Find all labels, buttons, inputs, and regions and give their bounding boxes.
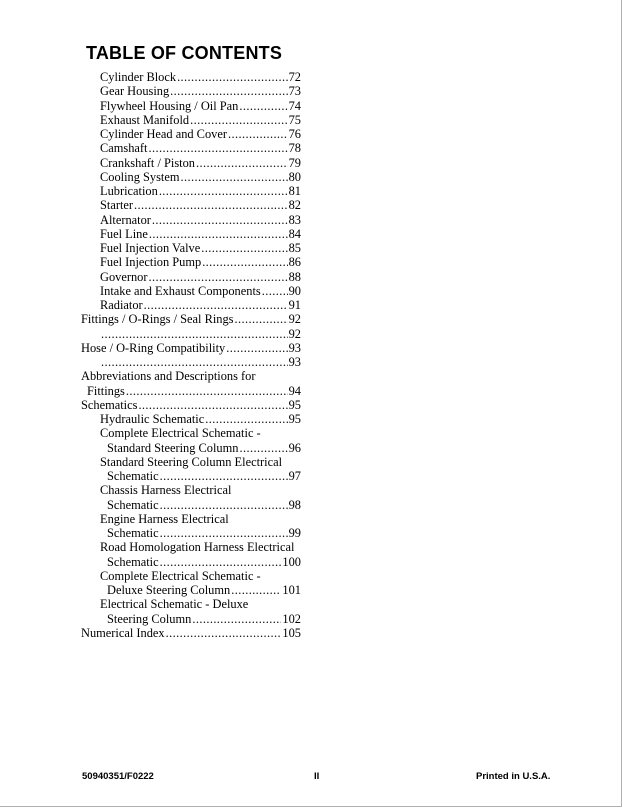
dot-leader — [239, 99, 287, 113]
toc-entry-label: Exhaust Manifold — [100, 112, 190, 127]
dot-leader — [152, 213, 288, 227]
toc-entry-label: Crankshaft / Piston — [100, 155, 195, 170]
toc-entry — [107, 441, 301, 455]
toc-entry-page-number: 79 — [288, 155, 301, 170]
toc-entry-page-number: 97 — [288, 469, 301, 483]
toc-entry-label: Road Homologation Harness Electrical — [100, 540, 295, 555]
toc-entry — [100, 597, 248, 611]
toc-entry-label: Fittings / O-Rings / Seal Rings — [81, 312, 234, 327]
page-title: TABLE OF CONTENTS — [86, 43, 283, 63]
toc-entry-page-number: 86 — [288, 255, 301, 270]
footer-page-number: II — [314, 771, 320, 782]
toc-entry-page-number: 105 — [282, 625, 301, 640]
toc-entry-label: Schematic — [107, 469, 159, 483]
dot-leader — [170, 84, 287, 98]
dot-leader — [134, 198, 288, 212]
toc-entry — [100, 198, 301, 212]
dot-leader — [201, 241, 287, 255]
toc-entry-page-number: 98 — [288, 497, 301, 512]
toc-entry-label: Fittings — [87, 383, 125, 398]
toc-entry — [100, 455, 282, 469]
toc-entry — [107, 526, 301, 540]
dot-leader — [138, 398, 287, 412]
toc-entry-label: Cooling System — [100, 169, 180, 184]
toc-entry-label: Fuel Line — [100, 226, 148, 241]
dot-leader — [126, 384, 288, 398]
toc-entry — [100, 141, 301, 155]
toc-entry — [100, 213, 301, 227]
toc-entry-label: Standard Steering Column — [107, 440, 239, 455]
toc-entry-label: Schematics — [81, 397, 138, 412]
dot-leader — [202, 255, 287, 269]
dot-leader — [149, 227, 288, 241]
toc-entry-label: Engine Harness Electrical — [100, 511, 229, 526]
toc-entry — [100, 70, 301, 84]
toc-entry-page-number: 90 — [288, 283, 301, 298]
toc-entry-label: Deluxe Steering Column — [107, 583, 231, 597]
toc-entry — [100, 355, 301, 369]
toc-entry-page-number: 80 — [288, 169, 301, 184]
dot-leader — [144, 298, 288, 312]
toc-entry-page-number: 93 — [288, 355, 301, 369]
toc-entry-page-number: 93 — [288, 340, 301, 355]
toc-entry-label: Chassis Harness Electrical — [100, 483, 232, 498]
toc-entry — [100, 99, 301, 113]
toc-entry — [100, 270, 301, 284]
dot-leader — [262, 284, 288, 298]
toc-entry — [100, 512, 229, 526]
toc-entry-page-number: 74 — [288, 98, 301, 113]
toc-entry-label: Fuel Injection Pump — [100, 255, 202, 270]
toc-entry-page-number: 94 — [288, 383, 301, 398]
toc-entry — [100, 227, 301, 241]
toc-entry-page-number: 92 — [288, 326, 301, 341]
toc-entry-label: Lubrication — [100, 184, 158, 198]
dot-leader — [160, 555, 282, 569]
toc-entry-page-number: 101 — [282, 583, 301, 597]
toc-entry-label: Steering Column — [107, 611, 192, 626]
toc-entry-label: Gear Housing — [100, 84, 170, 99]
dot-leader — [101, 327, 288, 341]
toc-entry-label: Complete Electrical Schematic - — [100, 426, 261, 441]
toc-entry — [107, 583, 301, 597]
toc-entry-label: Radiator — [100, 298, 143, 312]
toc-entry-page-number: 75 — [288, 112, 301, 127]
toc-entry — [107, 555, 301, 569]
dot-leader — [190, 113, 287, 127]
dot-leader — [205, 412, 287, 426]
dot-leader — [177, 70, 288, 84]
toc-entry-label: Abbreviations and Descriptions for — [81, 369, 256, 384]
toc-entry — [81, 341, 301, 355]
toc-entry-label: Governor — [100, 269, 148, 284]
toc-entry-page-number: 91 — [288, 298, 301, 312]
toc-entry-page-number: 72 — [288, 70, 301, 84]
toc-entry-label: Numerical Index — [81, 625, 165, 640]
toc-entry-page-number: 100 — [282, 554, 301, 569]
dot-leader — [196, 156, 288, 170]
dot-leader — [166, 626, 282, 640]
toc-entry-label: Electrical Schematic - Deluxe — [100, 597, 249, 612]
dot-leader — [148, 270, 287, 284]
toc-entry-page-number: 92 — [288, 312, 301, 327]
toc-entry-page-number: 78 — [288, 141, 301, 156]
toc-entry — [100, 298, 301, 312]
toc-entry-label: Cylinder Block — [100, 70, 177, 84]
toc-entry — [100, 184, 301, 198]
toc-entry — [100, 569, 261, 583]
toc-entry — [100, 327, 301, 341]
toc-entry — [100, 113, 301, 127]
toc-entry — [100, 540, 294, 554]
toc-entry-page-number: 76 — [288, 127, 301, 141]
toc-entry-label: Starter — [100, 198, 134, 213]
dot-leader — [160, 526, 288, 540]
toc-entry-label: Camshaft — [100, 141, 148, 156]
dot-leader — [149, 141, 288, 155]
toc-entry — [100, 412, 301, 426]
toc-entry — [81, 369, 255, 383]
dot-leader — [181, 170, 288, 184]
toc-entry-label: Complete Electrical Schematic - — [100, 568, 261, 583]
dot-leader — [239, 441, 287, 455]
toc-entry-label: Schematic — [107, 497, 159, 512]
toc-entry-page-number: 102 — [282, 611, 301, 626]
toc-entry-page-number: 83 — [288, 212, 301, 227]
toc-entry — [81, 398, 301, 412]
footer-doc-number: 50940351/F0222 — [82, 771, 154, 782]
toc-entry-page-number: 99 — [288, 526, 301, 540]
toc-entry — [107, 612, 301, 626]
toc-entry-page-number: 82 — [288, 198, 301, 213]
toc-entry-page-number: 81 — [288, 184, 301, 198]
dot-leader — [228, 127, 288, 141]
toc-entry — [100, 170, 301, 184]
toc-entry-label: Schematic — [107, 554, 159, 569]
toc-entry-page-number: 84 — [288, 226, 301, 241]
toc-entry — [107, 498, 301, 512]
dot-leader — [192, 612, 281, 626]
toc-entry-page-number: 96 — [288, 440, 301, 455]
toc-entry — [100, 426, 261, 440]
toc-entry-page-number: 95 — [288, 412, 301, 426]
toc-entry — [100, 284, 301, 298]
toc-entry-label: Hose / O-Ring Compatibility — [81, 340, 226, 355]
toc-entry — [100, 127, 301, 141]
toc-entry — [87, 384, 301, 398]
toc-entry — [81, 626, 301, 640]
dot-leader — [159, 184, 288, 198]
footer-printed-in: Printed in U.S.A. — [476, 771, 551, 782]
toc-entry-label: Fuel Injection Valve — [100, 241, 201, 255]
toc-entry-label: Cylinder Head and Cover — [100, 127, 227, 141]
dot-leader — [231, 583, 281, 597]
toc-entry — [81, 312, 301, 326]
toc-entry-label: Schematic — [107, 526, 159, 540]
toc-entry-page-number: 95 — [288, 397, 301, 412]
dot-leader — [160, 498, 288, 512]
toc-entry — [100, 156, 301, 170]
toc-entry — [100, 84, 301, 98]
toc-entry — [100, 241, 301, 255]
dot-leader — [235, 312, 288, 326]
toc-entry-label: Intake and Exhaust Components — [100, 283, 261, 298]
toc-entry — [100, 255, 301, 269]
toc-entry-label: Alternator — [100, 212, 151, 227]
toc-entry-page-number: 85 — [288, 241, 301, 255]
dot-leader — [160, 469, 288, 483]
toc-entry-label: Flywheel Housing / Oil Pan — [100, 98, 239, 113]
dot-leader — [226, 341, 287, 355]
toc-entry — [107, 469, 301, 483]
toc-entry-page-number: 73 — [288, 84, 301, 99]
dot-leader — [101, 355, 288, 369]
toc-entry-page-number: 88 — [288, 269, 301, 284]
toc-entry-label: Hydraulic Schematic — [100, 412, 205, 426]
toc-entry — [100, 483, 231, 497]
toc-entry-label: Standard Steering Column Electrical — [100, 454, 283, 469]
